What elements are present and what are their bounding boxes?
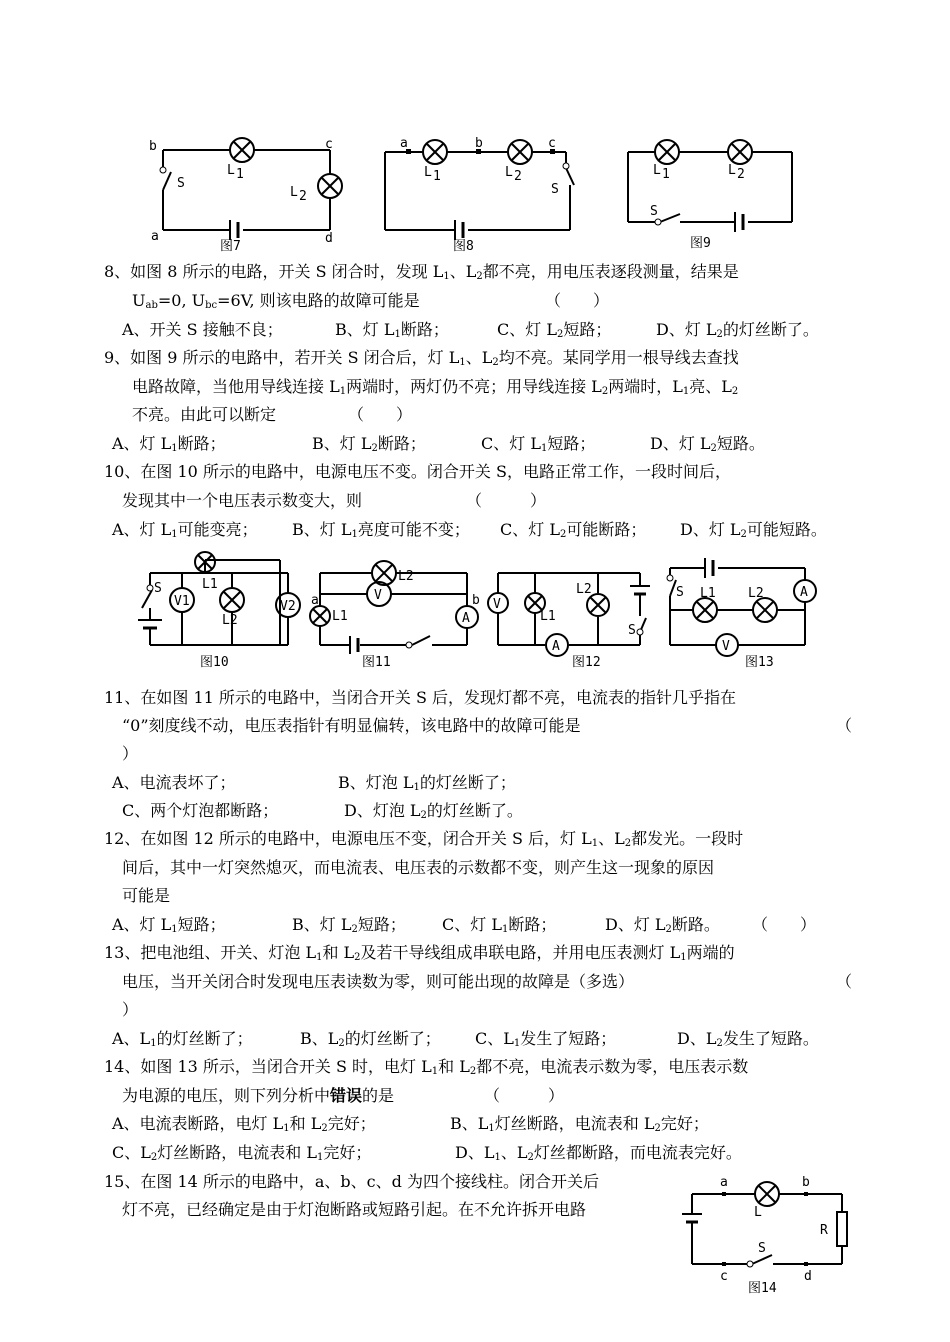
q13-answer-paren-close: ） — [122, 1000, 139, 1019]
svg-text:1: 1 — [433, 169, 441, 184]
fig11-label-a: a — [311, 593, 319, 608]
fig12-label-ammeter: A — [552, 639, 560, 654]
fig11-label-l2: L2 — [398, 569, 414, 584]
fig14-label-c: c — [720, 1269, 728, 1284]
q15-line1: 15、在图 14 所示的电路中，a、b、c、d 为四个接线柱。闭合开关后 — [104, 1172, 599, 1191]
q9-option-c: C、灯 $L_1$短路； — [481, 434, 596, 454]
fig11-caption: 图11 — [362, 655, 391, 670]
q9-line1: 9、如图 9 所示的电路中，若开关 S 闭合后，灯 $L_1$、$L_2$均不亮。某同学用一根导线去查找 — [104, 348, 739, 368]
fig8-label-b: b — [475, 136, 483, 151]
q11-option-b: B、灯泡 $L_1$的灯丝断了； — [338, 773, 516, 793]
q12-option-d: D、灯 $L_2$断路。 — [605, 915, 720, 935]
q9-line2: 电路故障，当他用导线连接 $L_1$两端时，两灯仍不亮；用导线连接 $L_2$两端时，$L_1$亮、$L_2$ — [132, 377, 739, 397]
figure-7 — [135, 130, 355, 255]
q9-line3: 不亮。由此可以断定 — [132, 405, 277, 424]
fig14-label-r: R — [820, 1223, 828, 1238]
fig13-label-l1: L1 — [700, 586, 716, 601]
fig9-label-s: S — [650, 204, 658, 219]
q8-option-d: D、灯 $L_2$的灯丝断了。 — [656, 320, 819, 340]
fig10-label-v1: V1 — [174, 594, 190, 609]
fig14-label-d: d — [804, 1269, 812, 1284]
svg-text:1: 1 — [236, 167, 244, 182]
fig11-label-ammeter: A — [462, 611, 470, 626]
q8-option-c: C、灯 $L_2$短路； — [497, 320, 612, 340]
q14-answer-paren: （ ） — [484, 1086, 565, 1105]
figure-9 — [620, 130, 800, 255]
q14-option-c: C、$L_2$灯丝断路，电流表和 $L_1$完好； — [112, 1143, 372, 1163]
figure-10 — [130, 548, 315, 673]
figure-11 — [312, 548, 492, 673]
q14-option-a: A、电流表断路，电灯 $L_1$和 $L_2$完好； — [112, 1114, 376, 1134]
fig11-label-b: b — [472, 593, 480, 608]
fig8-caption: 图8 — [453, 239, 474, 254]
q8-option-a: A、开关 S 接触不良； — [122, 320, 283, 339]
q8-option-b: B、灯 $L_1$断路； — [335, 320, 449, 340]
fig8-label-c: c — [548, 136, 556, 151]
fig14-label-b: b — [802, 1175, 810, 1190]
q15-line2: 灯不亮，已经确定是由于灯泡断路或短路引起。在不允许拆开电路 — [122, 1200, 587, 1219]
fig9-label-l1: L — [653, 163, 661, 178]
fig13-caption: 图13 — [745, 655, 774, 670]
q10-option-a: A、灯 $L_1$可能变亮； — [112, 520, 258, 540]
figure-14 — [680, 1172, 860, 1297]
q10-line1: 10、在图 10 所示的电路中，电源电压不变。闭合开关 S，电路正常工作，一段时间后， — [104, 462, 731, 481]
fig12-label-l2: L2 — [576, 582, 592, 597]
q12-line2: 间后，其中一灯突然熄灭，而电流表、电压表的示数都不变，则产生这一现象的原因 — [122, 858, 715, 877]
q8-line1: 8、如图 8 所示的电路，开关 S 闭合时，发现 $L_1$、$L_2$都不亮，用电压表逐段测量，结果是 — [104, 262, 739, 282]
fig12-label-v: V — [493, 597, 501, 612]
q14-line2: 为电源的电压，则下列分析中错误的是 — [122, 1086, 395, 1105]
q12-option-a: A、灯 $L_1$短路； — [112, 915, 226, 935]
fig13-label-ammeter: A — [800, 585, 808, 600]
q14-emphasis-wrong: 错误 — [330, 1086, 363, 1105]
fig9-caption: 图9 — [690, 236, 711, 251]
fig12-caption: 图12 — [572, 655, 601, 670]
q13-line1: 13、把电池组、开关、灯泡 $L_1$和 $L_2$及若干导线组成串联电路，并用电压表测灯 $L_1$两端的 — [104, 943, 735, 963]
fig10-label-v2: V2 — [280, 599, 296, 614]
q14-option-d: D、$L_1$、$L_2$灯丝都断路，而电流表完好。 — [455, 1143, 742, 1163]
fig7-label-l2: L — [290, 185, 298, 200]
q13-answer-paren-open: （ — [836, 972, 853, 991]
q13-line2: 电压，当开关闭合时发现电压表读数为零，则可能出现的故障是（多选） — [122, 972, 635, 991]
fig13-label-s: S — [676, 585, 684, 600]
fig7-label-l1: L — [227, 163, 235, 178]
q14-line1: 14、如图 13 所示，当闭合开关 S 时，电灯 $L_1$和 $L_2$都不亮，电流表示数为零，电压表示数 — [104, 1057, 749, 1077]
svg-text:2: 2 — [514, 169, 522, 184]
fig7-label-c: c — [325, 137, 333, 152]
q13-option-a: A、$L_1$的灯丝断了； — [112, 1029, 253, 1049]
q13-option-b: B、$L_2$的灯丝断了； — [300, 1029, 441, 1049]
q10-option-c: C、灯 $L_2$可能断路； — [500, 520, 647, 540]
q12-line1: 12、在如图 12 所示的电路中，电源电压不变，闭合开关 S 后，灯 $L_1$、$L_2$都发光。一段时 — [104, 829, 744, 849]
fig7-label-s: S — [177, 176, 185, 191]
fig12-label-s: S — [628, 623, 636, 638]
fig10-label-l2: L2 — [222, 613, 238, 628]
q10-option-d: D、灯 $L_2$可能短路。 — [680, 520, 827, 540]
q11-option-d: D、灯泡 $L_2$的灯丝断了。 — [344, 801, 523, 821]
fig8-label-s: S — [551, 182, 559, 197]
q10-option-b: B、灯 $L_1$亮度可能不变； — [292, 520, 470, 540]
q13-option-d: D、$L_2$发生了短路。 — [677, 1029, 819, 1049]
fig9-label-l2: L — [728, 163, 736, 178]
fig7-label-b: b — [149, 139, 157, 154]
fig7-caption: 图7 — [220, 239, 241, 254]
svg-text:2: 2 — [737, 167, 745, 182]
q12-option-b: B、灯 $L_2$短路； — [292, 915, 406, 935]
q12-option-c: C、灯 $L_1$断路； — [442, 915, 557, 935]
fig8-label-l1: L — [424, 165, 432, 180]
q9-answer-paren: （ ） — [348, 405, 413, 424]
fig10-label-s: S — [154, 581, 162, 596]
svg-text:1: 1 — [662, 167, 670, 182]
q10-answer-paren: （ ） — [466, 491, 547, 510]
figure-8 — [380, 130, 595, 255]
fig7-label-a: a — [151, 229, 159, 244]
figure-13 — [660, 548, 830, 673]
q11-option-a: A、电流表坏了； — [112, 773, 236, 792]
q12-line3: 可能是 — [122, 886, 171, 905]
fig11-label-l1: L1 — [332, 609, 348, 624]
q9-option-a: A、灯 $L_1$断路； — [112, 434, 226, 454]
q11-line2: “0”刻度线不动，电压表指针有明显偏转，该电路中的故障可能是 — [122, 716, 581, 735]
fig11-label-v: V — [374, 588, 382, 603]
q9-option-d: D、灯 $L_2$短路。 — [650, 434, 765, 454]
fig14-label-l: L — [754, 1205, 762, 1220]
q13-option-c: C、$L_1$发生了短路； — [475, 1029, 617, 1049]
fig14-label-s: S — [758, 1241, 766, 1256]
fig13-label-l2: L2 — [748, 586, 764, 601]
q12-answer-paren: （ ） — [752, 915, 817, 934]
fig13-label-v: V — [722, 639, 730, 654]
figure-12 — [490, 548, 665, 673]
fig8-label-l2: L — [505, 165, 513, 180]
q8-line2: $U_{ab}=0$, $U_{bc}=6V$, 则该电路的故障可能是 — [132, 291, 420, 311]
q11-answer-paren-open: （ — [836, 716, 853, 735]
q11-answer-paren-close: ） — [122, 744, 139, 763]
fig14-label-a: a — [720, 1175, 728, 1190]
svg-text:2: 2 — [299, 189, 307, 204]
q8-answer-paren: （ ） — [545, 291, 610, 310]
fig8-label-a: a — [400, 136, 408, 151]
fig10-label-l1: L1 — [202, 577, 218, 592]
q11-option-c: C、两个灯泡都断路； — [122, 801, 279, 820]
q10-line2: 发现其中一个电压表示数变大，则 — [122, 491, 363, 510]
q11-line1: 11、在如图 11 所示的电路中，当闭合开关 S 后，发现灯都不亮，电流表的指针几乎指在 — [104, 688, 737, 707]
fig7-label-d: d — [325, 231, 333, 246]
q14-option-b: B、$L_1$灯丝断路，电流表和 $L_2$完好； — [450, 1114, 709, 1134]
q9-option-b: B、灯 $L_2$断路； — [312, 434, 426, 454]
fig12-label-l1: L1 — [540, 609, 556, 624]
fig14-caption: 图14 — [748, 1281, 777, 1296]
fig10-caption: 图10 — [200, 655, 229, 670]
